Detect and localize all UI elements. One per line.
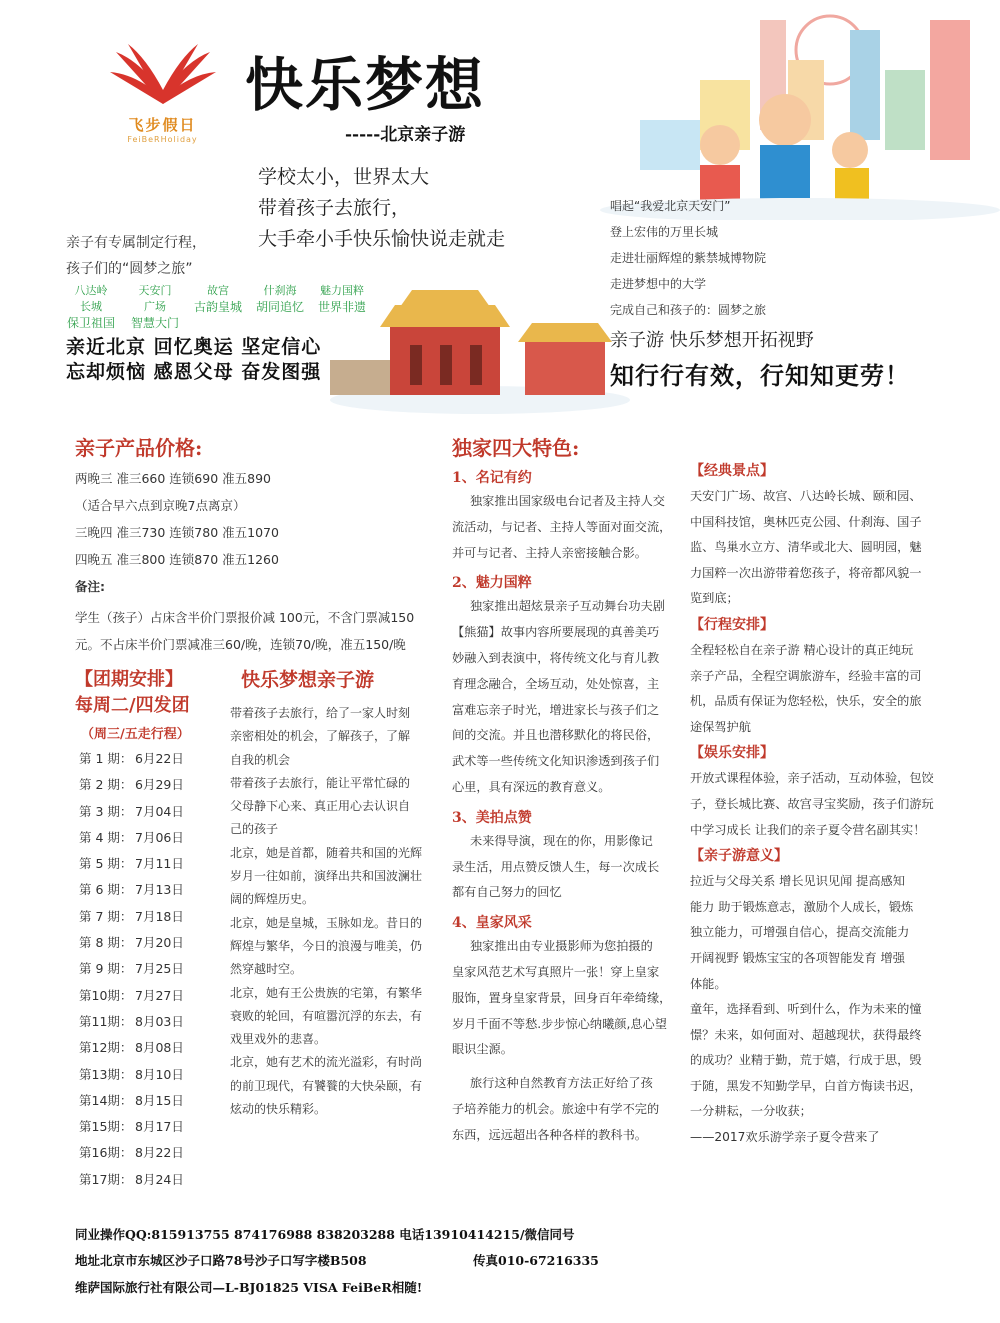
wings-logo-icon bbox=[108, 42, 218, 110]
attraction-sub: 广场 bbox=[144, 300, 166, 313]
happy-line: 自我的机会 bbox=[230, 752, 291, 767]
right-section-line: 一分耕耘，一分收获； bbox=[690, 1104, 812, 1119]
schedule-date: 8月24日 bbox=[135, 1171, 184, 1187]
right-intro-line: 走进壮丽辉煌的紫禁城博物院 bbox=[610, 251, 767, 265]
feature-line: 流活动，与记者、主持人等面对面交流， bbox=[452, 519, 672, 534]
schedule-date: 7月06日 bbox=[135, 829, 184, 845]
right-section-line: 童年，选择看到、听到什么，作为未来的憧 bbox=[690, 1002, 922, 1017]
right-section-line: 中学习成长 让我们的亲子夏令营名副其实！ bbox=[690, 822, 926, 837]
right-section-title: 【经典景点】 bbox=[690, 463, 774, 479]
schedule-date: 7月25日 bbox=[135, 961, 184, 977]
schedule-period: 第15期： bbox=[79, 1119, 133, 1135]
schedule-row bbox=[79, 799, 235, 825]
right-column bbox=[690, 458, 952, 1153]
tagline-line: 亲近北京 回忆奥运 坚定信心 bbox=[66, 336, 322, 358]
schedule-row bbox=[79, 956, 235, 982]
feature-line: 眼识尘源。 bbox=[452, 1042, 513, 1057]
feature-line: 育理念融合，全场互动，处处惊喜，主 bbox=[452, 676, 660, 691]
attraction-item bbox=[126, 282, 184, 331]
right-slogan: 亲子游 快乐梦想开拓视野 bbox=[610, 330, 814, 351]
feature-line: 皇家风范艺术写真照片一张！穿上皇家 bbox=[452, 964, 660, 979]
city-illustration bbox=[600, 0, 1000, 220]
schedule-date: 6月22日 bbox=[135, 751, 184, 766]
schedule-date: 8月10日 bbox=[135, 1066, 184, 1082]
slogan-line: 学校太小，世界太大 bbox=[258, 166, 430, 188]
schedule-date: 8月03日 bbox=[135, 1013, 184, 1029]
happy-section bbox=[230, 665, 443, 1121]
schedule-note: （周三/五走行程） bbox=[81, 727, 190, 742]
price-line: 两晚三 准三660 连锁690 准五890 bbox=[75, 471, 271, 486]
schedule-period: 第16期： bbox=[79, 1145, 133, 1161]
intro-line: 孩子们的“圆梦之旅” bbox=[66, 261, 193, 277]
right-intro bbox=[610, 193, 766, 323]
schedule-date: 6月29日 bbox=[135, 777, 184, 793]
features-section bbox=[452, 432, 684, 1149]
right-section-body bbox=[690, 869, 952, 1151]
slogan-line: 大手牵小手快乐愉快说走就走 bbox=[258, 228, 506, 250]
feature-line: 服饰，置身皇家背景，回身百年牵绮缘， bbox=[452, 990, 672, 1005]
right-section-line: 力国粹一次出游带着您孩子，将帝都风貌一 bbox=[690, 565, 922, 580]
feature-body bbox=[452, 934, 684, 1063]
happy-line: 阔的辉煌历史。 bbox=[230, 892, 315, 907]
right-section-line: 机，品质有保证为您轻松，快乐，安全的旅 bbox=[690, 694, 922, 709]
happy-line: 辉煌与繁华，今日的浪漫与唯美，仍 bbox=[230, 938, 423, 953]
happy-line: 岁月一往如前，演绎出共和国波澜壮 bbox=[230, 869, 423, 884]
right-section-title: 【娱乐安排】 bbox=[690, 745, 774, 762]
happy-line: 衰败的轮回，有喧嚣沉浮的东去，有 bbox=[230, 1008, 423, 1023]
schedule-row bbox=[79, 1088, 235, 1114]
right-section-line: 开阔视野 锻炼宝宝的各项智能发育 增强 bbox=[690, 950, 905, 965]
feature-line: 独家推出超炫景亲子互动舞台功夫剧 bbox=[470, 599, 665, 614]
schedule-period: 第 5 期： bbox=[79, 856, 133, 872]
footer-line-1: 同业操作QQ:815913755 874176988 838203288 电话13910414215/微信同号 bbox=[75, 1227, 575, 1242]
schedule-row bbox=[79, 904, 235, 930]
tagline-line: 忘却烦恼 感恩父母 奋发图强 bbox=[66, 361, 322, 383]
right-section-line: 体能。 bbox=[690, 976, 727, 991]
price-note: 学生（孩子）占床含半价门票报价减 100元，不含门票减150 bbox=[75, 610, 415, 625]
schedule-period: 第 6 期： bbox=[79, 882, 133, 898]
feature-line: 妙融入到表演中，将传统文化与育儿教 bbox=[452, 650, 660, 665]
feature-line: 独家推出国家级电台记者及主持人交 bbox=[470, 494, 665, 508]
schedule-row bbox=[79, 1167, 235, 1193]
footer-address: 地址北京市东城区沙子口路78号沙子口写字楼B508 bbox=[75, 1253, 367, 1268]
right-section-body bbox=[690, 638, 952, 740]
feature-line: 富难忘亲子时光，增进家长与孩子们之 bbox=[452, 702, 660, 717]
happy-line: 亲密相处的机会，了解孩子，了解 bbox=[230, 729, 411, 744]
schedule-period: 第13期： bbox=[79, 1066, 133, 1082]
feature-line: 武术等一些传统文化知识渗透到孩子们 bbox=[452, 754, 660, 769]
right-section-line: 全程轻松自在亲子游 精心设计的真正纯玩 bbox=[690, 642, 914, 657]
right-section-line: 憬？未来，如何面对、超越现状，获得最终 bbox=[690, 1027, 922, 1042]
schedule-row bbox=[79, 1009, 235, 1035]
attraction-place: 什刹海 bbox=[263, 284, 297, 297]
schedule-date: 8月22日 bbox=[135, 1145, 184, 1161]
closing-line: 东西，远远超出各种各样的教科书。 bbox=[452, 1127, 647, 1142]
features-list bbox=[452, 467, 684, 1063]
right-section-line: 能力 助于锻炼意志，激励个人成长，锻炼 bbox=[690, 899, 914, 914]
schedule-period: 第 7 期： bbox=[79, 908, 133, 924]
schedule-row bbox=[79, 1035, 235, 1061]
right-section-line: 独立能力，可增强自信心，提高交流能力 bbox=[690, 925, 910, 940]
right-section-line: 于随，黑发不知勤学早，白首方悔读书迟， bbox=[690, 1078, 922, 1093]
right-section-title: 【亲子游意义】 bbox=[690, 848, 788, 865]
schedule-period: 第 9 期： bbox=[79, 961, 133, 977]
right-section-line: 天安门广场、故宫、八达岭长城、颐和园、 bbox=[690, 489, 922, 503]
attraction-item bbox=[190, 282, 246, 331]
right-section-title: 【行程安排】 bbox=[690, 616, 774, 633]
brand-logo bbox=[105, 42, 220, 144]
slogan-line: 带着孩子去旅行， bbox=[258, 197, 411, 219]
right-section-body bbox=[690, 484, 952, 612]
schedule-period: 第 3 期： bbox=[79, 803, 133, 819]
page-subtitle: -----北京亲子游 bbox=[345, 125, 466, 145]
feature-line: 录生活，用点赞反馈人生，每一次成长 bbox=[452, 859, 660, 874]
right-section-line: 途保驾护航 bbox=[690, 719, 751, 734]
feature-line: 间的交流。并且也潜移默化的将民俗， bbox=[452, 728, 660, 743]
feature-body bbox=[452, 829, 684, 906]
feature-title: 3、美拍点赞 bbox=[452, 809, 532, 826]
price-line: 四晚五 准三800 连锁870 准五1260 bbox=[75, 552, 279, 567]
schedule-date: 8月17日 bbox=[135, 1119, 184, 1135]
schedule-row bbox=[79, 1114, 235, 1140]
right-section-line: 开放式课程体验，亲子活动，互动体验，包饺 bbox=[690, 771, 934, 786]
right-section-line: 亲子产品，全程空调旅游车，经验丰富的司 bbox=[690, 668, 922, 683]
schedule-date: 7月18日 bbox=[135, 908, 184, 924]
schedule-list bbox=[75, 746, 235, 1193]
schedule-period: 第 8 期： bbox=[79, 935, 133, 951]
happy-line: 北京，她有艺术的流光溢彩，有时尚 bbox=[230, 1055, 423, 1070]
happy-line: 北京，她是皇城，玉脉如龙。昔日的 bbox=[230, 915, 423, 930]
feature-line: 都有自己努力的回忆 bbox=[452, 885, 562, 900]
price-note-label: 备注: bbox=[75, 579, 105, 594]
schedule-section bbox=[75, 665, 235, 1193]
happy-line: 北京，她有王公贵族的宅第，有繁华 bbox=[230, 985, 423, 1000]
happy-line: 戏里戏外的悲喜。 bbox=[230, 1032, 327, 1047]
schedule-period: 第14期： bbox=[79, 1092, 133, 1108]
schedule-row bbox=[79, 1140, 235, 1166]
feature-line: 【熊猫】故事内容所要展现的真善美巧 bbox=[452, 625, 660, 640]
attraction-label: 智慧大门 bbox=[130, 316, 179, 330]
happy-text bbox=[230, 702, 443, 1121]
schedule-row bbox=[79, 930, 235, 956]
brand-sub: FeiBeRHoliday bbox=[127, 135, 198, 144]
schedule-row bbox=[79, 851, 235, 877]
attraction-item bbox=[314, 282, 370, 331]
schedule-period: 第17期： bbox=[79, 1171, 133, 1187]
price-line: （适合早六点到京晚7点离京） bbox=[75, 498, 246, 513]
attraction-sub: 长城 bbox=[80, 300, 102, 313]
schedule-date: 7月13日 bbox=[135, 882, 184, 898]
right-section-line: 子，登长城比赛、故宫寻宝奖励，孩子们游玩 bbox=[690, 796, 934, 811]
schedule-date: 7月11日 bbox=[135, 856, 184, 872]
feature-title: 4、皇家风采 bbox=[452, 915, 532, 932]
feature-body bbox=[452, 489, 684, 566]
schedule-period: 第12期： bbox=[79, 1040, 133, 1056]
page-title: 快乐梦想 bbox=[245, 51, 486, 119]
happy-line: 北京，她是首都，随着共和国的光辉 bbox=[230, 845, 423, 860]
happy-line: 带着孩子去旅行，给了一家人时刻 bbox=[230, 706, 411, 720]
feature-line: 独家推出由专业摄影师为您拍摄的 bbox=[470, 939, 653, 954]
schedule-row bbox=[79, 877, 235, 903]
handwriting-tagline bbox=[66, 335, 321, 385]
attraction-place: 八达岭 bbox=[74, 284, 108, 297]
schedule-period: 第10期： bbox=[79, 987, 133, 1003]
right-intro-line: 走进梦想中的大学 bbox=[610, 277, 707, 291]
happy-line: 的前卫现代，有饕餮的大快朵颐，有 bbox=[230, 1078, 423, 1093]
happy-line: 父母静下心来、真正用心去认识自 bbox=[230, 799, 411, 814]
right-intro-line: 登上宏伟的万里长城 bbox=[610, 225, 719, 239]
schedule-row bbox=[79, 1062, 235, 1088]
price-note: 元。不占床半价门票减准三60/晚，连锁70/晚，准五150/晚 bbox=[75, 637, 406, 652]
features-closing bbox=[452, 1071, 684, 1148]
attraction-place: 魅力国粹 bbox=[320, 284, 364, 297]
right-section-line: 拉近与父母关系 增长见识见闻 提高感知 bbox=[690, 874, 905, 889]
feature-body bbox=[452, 594, 684, 800]
right-section-body bbox=[690, 766, 952, 843]
closing-line: 旅行这种自然教育方法正好给了孩 bbox=[470, 1076, 653, 1091]
feature-title: 1、名记有约 bbox=[452, 470, 532, 486]
right-intro-line: 唱起“我爱北京天安门” bbox=[610, 199, 731, 213]
closing-line: 子培养能力的机会。旅途中有学不完的 bbox=[452, 1101, 660, 1116]
right-intro-line: 完成自己和孩子的：圆梦之旅 bbox=[610, 303, 767, 317]
footer-fax: 传真010-67216335 bbox=[473, 1253, 599, 1268]
schedule-period: 第11期： bbox=[79, 1013, 133, 1029]
attraction-label: 世界非遗 bbox=[317, 300, 366, 314]
feature-line: 心里，具有深远的教育意义。 bbox=[452, 779, 611, 794]
right-section-line: 中国科技馆，奥林匹克公园、什刹海、国子 bbox=[690, 514, 922, 529]
attraction-item bbox=[62, 282, 120, 331]
happy-heading: 快乐梦想亲子游 bbox=[241, 669, 375, 691]
slogan bbox=[258, 162, 505, 255]
brand-name: 飞步假日 bbox=[128, 116, 197, 134]
price-section bbox=[75, 432, 445, 658]
attraction-label: 胡同追忆 bbox=[255, 300, 304, 314]
schedule-days: 每周二/四发团 bbox=[75, 695, 190, 716]
schedule-period: 第 1 期： bbox=[79, 751, 133, 766]
attraction-label: 古韵皇城 bbox=[193, 300, 242, 314]
schedule-row bbox=[79, 825, 235, 851]
schedule-date: 8月08日 bbox=[135, 1040, 184, 1056]
right-section-line: 览到底； bbox=[690, 591, 739, 606]
schedule-row bbox=[79, 983, 235, 1009]
happy-line: 然穿越时空。 bbox=[230, 962, 303, 977]
feature-line: 未来得导演，现在的你，用影像记 bbox=[470, 833, 653, 848]
footer-line-3: 维萨国际旅行社有限公司—L-BJ01825 VISA FeiBeR相随! bbox=[75, 1280, 423, 1295]
feature-line: 岁月千面不等愁.步步惊心纳曦颜,息心望 bbox=[452, 1016, 667, 1031]
attraction-place: 故宫 bbox=[207, 284, 229, 297]
schedule-date: 7月20日 bbox=[135, 935, 184, 951]
schedule-period: 第 4 期： bbox=[79, 829, 133, 845]
right-section-line: 监、鸟巢水立方、清华或北大、圆明园，魅 bbox=[690, 540, 922, 555]
happy-line: 己的孩子 bbox=[230, 822, 279, 837]
schedule-date: 8月15日 bbox=[135, 1092, 184, 1108]
price-heading: 亲子产品价格: bbox=[75, 436, 203, 460]
right-section-line: ——2017欢乐游学亲子夏令营来了 bbox=[690, 1130, 880, 1145]
schedule-date: 7月27日 bbox=[135, 987, 184, 1003]
feature-title: 2、魅力国粹 bbox=[452, 575, 532, 592]
feature-line: 并可与记者、主持人亲密接触合影。 bbox=[452, 545, 647, 560]
right-big-slogan: 知行行有效，行知知更劳！ bbox=[610, 362, 910, 390]
attraction-place: 天安门 bbox=[138, 284, 172, 297]
happy-line: 带着孩子去旅行，能让平常忙碌的 bbox=[230, 775, 411, 790]
price-line: 三晚四 准三730 连锁780 准五1070 bbox=[75, 525, 279, 540]
schedule-heading: 【团期安排】 bbox=[75, 669, 183, 690]
happy-line: 炫动的快乐精彩。 bbox=[230, 1102, 327, 1117]
features-heading: 独家四大特色: bbox=[452, 436, 580, 460]
attraction-label: 保卫祖国 bbox=[66, 316, 115, 330]
schedule-row bbox=[79, 772, 235, 798]
attractions-row bbox=[62, 282, 382, 331]
right-section-line: 的成功？业精于勤，荒于嬉，行成于思，毁 bbox=[690, 1053, 922, 1068]
schedule-row bbox=[79, 746, 235, 772]
intro-line: 亲子有专属制定行程， bbox=[66, 235, 206, 251]
schedule-date: 7月04日 bbox=[135, 803, 184, 819]
attraction-item bbox=[252, 282, 308, 331]
intro bbox=[66, 230, 206, 282]
schedule-period: 第 2 期： bbox=[79, 777, 133, 793]
